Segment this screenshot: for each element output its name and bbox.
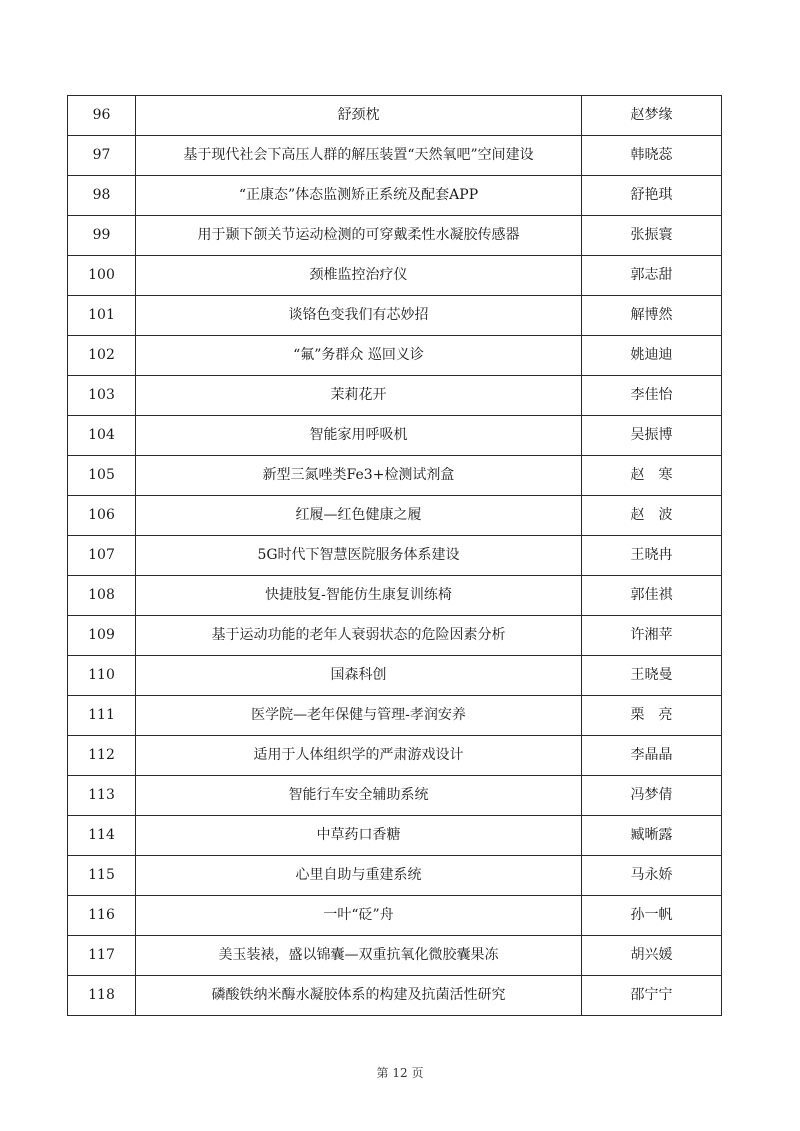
table-row xyxy=(68,256,722,296)
leader-name-cell: 许湘苹 xyxy=(582,616,722,656)
table-row xyxy=(68,376,722,416)
project-title-cell: 中草药口香糖 xyxy=(136,816,582,856)
row-number-cell: 116 xyxy=(68,896,136,936)
row-number-cell: 114 xyxy=(68,816,136,856)
leader-name-cell: 韩晓蕊 xyxy=(582,136,722,176)
table-row xyxy=(68,176,722,216)
leader-name-cell: 胡兴媛 xyxy=(582,936,722,976)
row-number-cell: 101 xyxy=(68,296,136,336)
project-title-cell: “氟”务群众 巡回义诊 xyxy=(136,336,582,376)
table-row xyxy=(68,856,722,896)
leader-name-cell: 赵梦缘 xyxy=(582,96,722,136)
row-number-cell: 109 xyxy=(68,616,136,656)
row-number-cell: 115 xyxy=(68,856,136,896)
leader-name-cell: 栗 亮 xyxy=(582,696,722,736)
leader-name-cell: 李晶晶 xyxy=(582,736,722,776)
leader-name-cell: 王晓曼 xyxy=(582,656,722,696)
table-row xyxy=(68,736,722,776)
leader-name-cell: 邵宁宁 xyxy=(582,976,722,1016)
table-body xyxy=(68,96,722,1016)
row-number-cell: 113 xyxy=(68,776,136,816)
project-title-cell: 用于颞下颌关节运动检测的可穿戴柔性水凝胶传感器 xyxy=(136,216,582,256)
project-title-cell: 颈椎监控治疗仪 xyxy=(136,256,582,296)
table-row xyxy=(68,536,722,576)
project-title-cell: 谈铬色变我们有芯妙招 xyxy=(136,296,582,336)
project-title-cell: 红履—红色健康之履 xyxy=(136,496,582,536)
leader-name-cell: 李佳怡 xyxy=(582,376,722,416)
row-number-cell: 104 xyxy=(68,416,136,456)
page-number: 第 12 页 xyxy=(376,1066,424,1080)
row-number-cell: 117 xyxy=(68,936,136,976)
row-number-cell: 99 xyxy=(68,216,136,256)
table-row xyxy=(68,616,722,656)
project-title-cell: 快捷肢复-智能仿生康复训练椅 xyxy=(136,576,582,616)
project-title-cell: 适用于人体组织学的严肃游戏设计 xyxy=(136,736,582,776)
table-row xyxy=(68,656,722,696)
row-number-cell: 97 xyxy=(68,136,136,176)
leader-name-cell: 张振寰 xyxy=(582,216,722,256)
leader-name-cell: 舒艳琪 xyxy=(582,176,722,216)
leader-name-cell: 吴振博 xyxy=(582,416,722,456)
table-row xyxy=(68,936,722,976)
project-title-cell: 茉莉花开 xyxy=(136,376,582,416)
table-row xyxy=(68,136,722,176)
project-title-cell: 医学院—老年保健与管理-孝润安养 xyxy=(136,696,582,736)
table-row xyxy=(68,336,722,376)
leader-name-cell: 马永娇 xyxy=(582,856,722,896)
table-row xyxy=(68,776,722,816)
leader-name-cell: 姚迪迪 xyxy=(582,336,722,376)
table-row xyxy=(68,896,722,936)
table-row xyxy=(68,216,722,256)
project-title-cell: 新型三氮唑类Fe3+检测试剂盒 xyxy=(136,456,582,496)
row-number-cell: 111 xyxy=(68,696,136,736)
table-row xyxy=(68,976,722,1016)
row-number-cell: 102 xyxy=(68,336,136,376)
leader-name-cell: 王晓冉 xyxy=(582,536,722,576)
row-number-cell: 105 xyxy=(68,456,136,496)
row-number-cell: 100 xyxy=(68,256,136,296)
project-title-cell: 心里自助与重建系统 xyxy=(136,856,582,896)
row-number-cell: 108 xyxy=(68,576,136,616)
table-row xyxy=(68,416,722,456)
leader-name-cell: 冯梦倩 xyxy=(582,776,722,816)
leader-name-cell: 孙一帆 xyxy=(582,896,722,936)
leader-name-cell: 赵 波 xyxy=(582,496,722,536)
table-row xyxy=(68,456,722,496)
leader-name-cell: 郭佳祺 xyxy=(582,576,722,616)
table-row xyxy=(68,576,722,616)
project-title-cell: 美玉装裱，盛以锦囊—双重抗氧化微胶囊果冻 xyxy=(136,936,582,976)
row-number-cell: 103 xyxy=(68,376,136,416)
project-title-cell: 智能家用呼吸机 xyxy=(136,416,582,456)
leader-name-cell: 郭志甜 xyxy=(582,256,722,296)
table-row xyxy=(68,96,722,136)
row-number-cell: 112 xyxy=(68,736,136,776)
project-title-cell: 舒颈枕 xyxy=(136,96,582,136)
project-title-cell: 磷酸铁纳米酶水凝胶体系的构建及抗菌活性研究 xyxy=(136,976,582,1016)
table-row xyxy=(68,296,722,336)
table-row xyxy=(68,496,722,536)
leader-name-cell: 臧晰露 xyxy=(582,816,722,856)
row-number-cell: 106 xyxy=(68,496,136,536)
project-title-cell: 5G时代下智慧医院服务体系建设 xyxy=(136,536,582,576)
project-table xyxy=(67,95,722,1016)
project-title-cell: 基于现代社会下高压人群的解压装置“天然氧吧”空间建设 xyxy=(136,136,582,176)
row-number-cell: 107 xyxy=(68,536,136,576)
leader-name-cell: 赵 寒 xyxy=(582,456,722,496)
row-number-cell: 118 xyxy=(68,976,136,1016)
leader-name-cell: 解博然 xyxy=(582,296,722,336)
project-title-cell: 基于运动功能的老年人衰弱状态的危险因素分析 xyxy=(136,616,582,656)
project-title-cell: 智能行车安全辅助系统 xyxy=(136,776,582,816)
row-number-cell: 110 xyxy=(68,656,136,696)
row-number-cell: 96 xyxy=(68,96,136,136)
project-title-cell: 国森科创 xyxy=(136,656,582,696)
table-row xyxy=(68,696,722,736)
table-row xyxy=(68,816,722,856)
project-title-cell: 一叶“砭”舟 xyxy=(136,896,582,936)
row-number-cell: 98 xyxy=(68,176,136,216)
project-title-cell: “正康态”体态监测矫正系统及配套APP xyxy=(136,176,582,216)
